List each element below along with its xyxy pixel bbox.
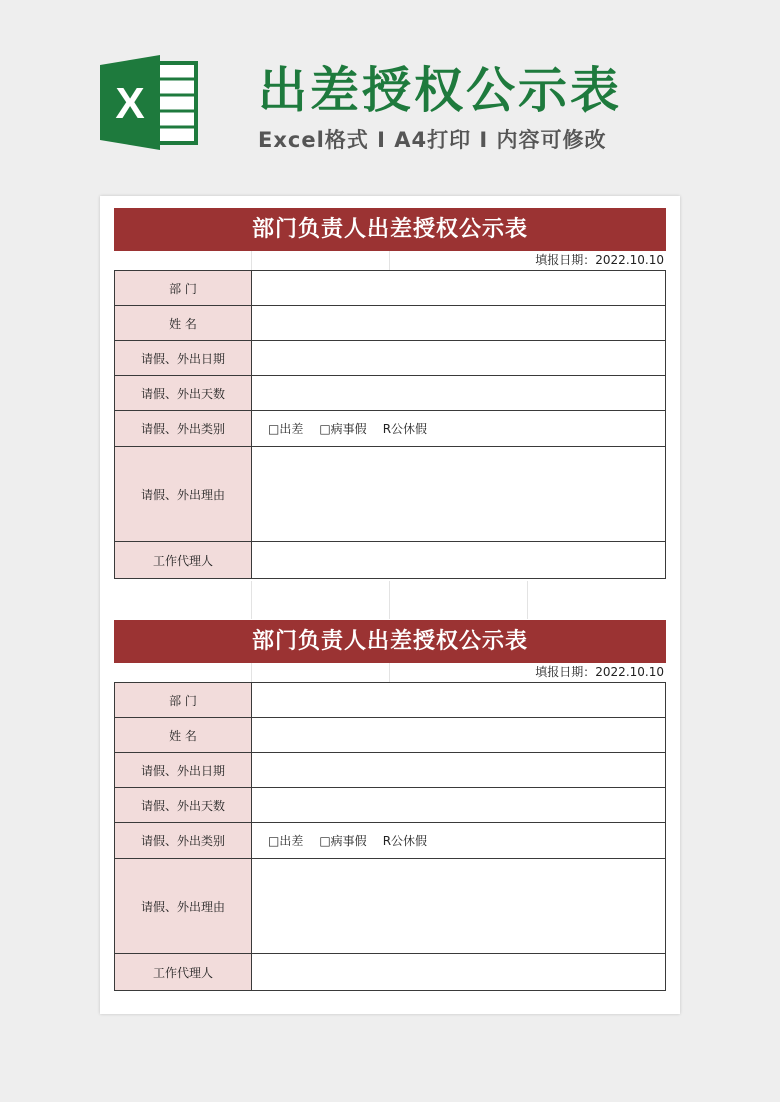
spreadsheet-sheet	[100, 196, 680, 1014]
label-leave-days: 请假、外出天数	[115, 376, 252, 411]
page-subtitle: Excel格式 I A4打印 I 内容可修改	[258, 128, 607, 152]
label-agent: 工作代理人	[115, 542, 252, 579]
field-leave-days[interactable]	[252, 376, 666, 411]
form-title: 部门负责人出差授权公示表	[114, 208, 666, 251]
label-agent: 工作代理人	[115, 954, 252, 991]
field-agent[interactable]	[252, 954, 666, 991]
option-annual-leave[interactable]: R公休假	[382, 834, 428, 848]
spacer-row	[114, 581, 666, 619]
label-name: 姓 名	[115, 306, 252, 341]
option-sick-leave[interactable]: □病事假	[319, 834, 367, 848]
label-reason: 请假、外出理由	[115, 859, 252, 954]
field-name[interactable]	[252, 306, 666, 341]
label-leave-date: 请假、外出日期	[115, 753, 252, 788]
page-header	[0, 0, 780, 190]
form-title: 部门负责人出差授权公示表	[114, 620, 666, 663]
label-leave-type: 请假、外出类别	[115, 411, 252, 447]
fill-date: 填报日期：2022.10.10	[114, 251, 666, 270]
option-business-trip[interactable]: □出差	[268, 834, 304, 848]
field-leave-type[interactable]	[252, 411, 666, 447]
option-business-trip[interactable]: □出差	[268, 422, 304, 436]
field-dept[interactable]	[252, 271, 666, 306]
field-leave-days[interactable]	[252, 788, 666, 823]
excel-logo-icon	[100, 55, 200, 150]
form-table	[114, 270, 666, 579]
field-dept[interactable]	[252, 683, 666, 718]
option-annual-leave[interactable]: R公休假	[382, 422, 428, 436]
label-name: 姓 名	[115, 718, 252, 753]
fill-date: 填报日期：2022.10.10	[114, 663, 666, 682]
field-agent[interactable]	[252, 542, 666, 579]
label-reason: 请假、外出理由	[115, 447, 252, 542]
logo-letter: X	[115, 79, 145, 128]
field-reason[interactable]	[252, 447, 666, 542]
field-leave-date[interactable]	[252, 753, 666, 788]
label-leave-days: 请假、外出天数	[115, 788, 252, 823]
field-leave-type[interactable]	[252, 823, 666, 859]
form-1	[114, 208, 666, 579]
page-title: 出差授权公示表	[258, 62, 623, 119]
label-leave-type: 请假、外出类别	[115, 823, 252, 859]
field-reason[interactable]	[252, 859, 666, 954]
form-table	[114, 682, 666, 991]
option-sick-leave[interactable]: □病事假	[319, 422, 367, 436]
field-name[interactable]	[252, 718, 666, 753]
label-leave-date: 请假、外出日期	[115, 341, 252, 376]
label-dept: 部 门	[115, 271, 252, 306]
label-dept: 部 门	[115, 683, 252, 718]
form-2	[114, 620, 666, 991]
field-leave-date[interactable]	[252, 341, 666, 376]
